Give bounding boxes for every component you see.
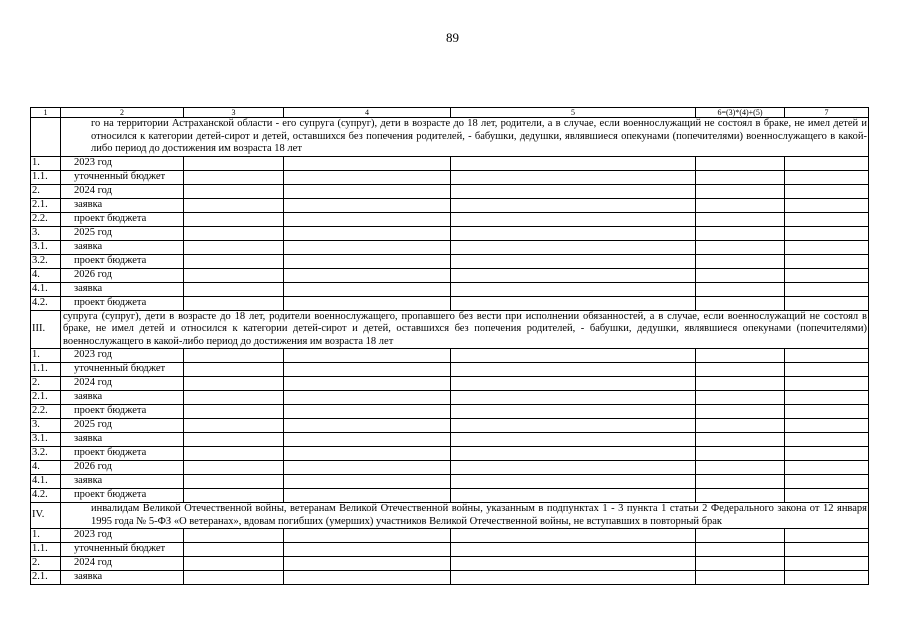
row-label: 2024 год: [61, 184, 184, 198]
row-number: 2.2.: [31, 212, 61, 226]
column-number: 3: [184, 108, 284, 118]
row-label: проект бюджета: [61, 447, 184, 461]
empty-cell: [451, 461, 696, 475]
empty-cell: [696, 282, 785, 296]
empty-cell: [451, 377, 696, 391]
row-label: заявка: [61, 391, 184, 405]
row-number: 3.2.: [31, 447, 61, 461]
empty-cell: [284, 349, 451, 363]
row-label: проект бюджета: [61, 296, 184, 310]
section-row: [31, 503, 869, 529]
empty-cell: [284, 419, 451, 433]
table-row: [31, 226, 869, 240]
empty-cell: [696, 405, 785, 419]
empty-cell: [284, 212, 451, 226]
empty-cell: [184, 184, 284, 198]
empty-cell: [451, 489, 696, 503]
empty-cell: [696, 268, 785, 282]
empty-cell: [785, 170, 869, 184]
empty-cell: [785, 433, 869, 447]
empty-cell: [451, 184, 696, 198]
column-number: 6=(3)*(4)+(5): [696, 108, 785, 118]
row-label: 2026 год: [61, 268, 184, 282]
empty-cell: [184, 296, 284, 310]
row-number: 3.: [31, 419, 61, 433]
table-row: [31, 447, 869, 461]
section-number: III.: [31, 310, 61, 349]
table-row: [31, 363, 869, 377]
empty-cell: [284, 363, 451, 377]
section-number: IV.: [31, 503, 61, 529]
empty-cell: [284, 198, 451, 212]
empty-cell: [184, 198, 284, 212]
row-label: уточненный бюджет: [61, 363, 184, 377]
row-label: уточненный бюджет: [61, 543, 184, 557]
empty-cell: [451, 391, 696, 405]
empty-cell: [785, 282, 869, 296]
empty-cell: [696, 156, 785, 170]
row-number: 1.: [31, 529, 61, 543]
row-label: заявка: [61, 282, 184, 296]
empty-cell: [696, 296, 785, 310]
empty-cell: [696, 419, 785, 433]
row-number: 1.1.: [31, 543, 61, 557]
row-label: 2024 год: [61, 377, 184, 391]
empty-cell: [184, 391, 284, 405]
row-number: 4.1.: [31, 475, 61, 489]
row-label: заявка: [61, 240, 184, 254]
row-number: 2.1.: [31, 571, 61, 585]
row-label: 2024 год: [61, 557, 184, 571]
empty-cell: [184, 461, 284, 475]
table-row: [31, 405, 869, 419]
empty-cell: [184, 571, 284, 585]
empty-cell: [451, 433, 696, 447]
empty-cell: [785, 349, 869, 363]
empty-cell: [451, 475, 696, 489]
row-label: 2025 год: [61, 226, 184, 240]
table-row: [31, 475, 869, 489]
empty-cell: [284, 282, 451, 296]
empty-cell: [785, 475, 869, 489]
empty-cell: [284, 475, 451, 489]
empty-cell: [785, 156, 869, 170]
empty-cell: [451, 419, 696, 433]
empty-cell: [785, 557, 869, 571]
empty-cell: [785, 377, 869, 391]
empty-cell: [451, 212, 696, 226]
empty-cell: [284, 461, 451, 475]
empty-cell: [785, 543, 869, 557]
column-number: 2: [61, 108, 184, 118]
empty-cell: [284, 226, 451, 240]
empty-cell: [451, 268, 696, 282]
empty-cell: [785, 240, 869, 254]
row-number: 2.: [31, 377, 61, 391]
empty-cell: [284, 254, 451, 268]
empty-cell: [184, 212, 284, 226]
empty-cell: [696, 433, 785, 447]
empty-cell: [184, 363, 284, 377]
empty-cell: [785, 419, 869, 433]
empty-cell: [451, 240, 696, 254]
empty-cell: [696, 475, 785, 489]
empty-cell: [785, 212, 869, 226]
table-row: [31, 198, 869, 212]
empty-cell: [785, 447, 869, 461]
table-row: [31, 254, 869, 268]
empty-cell: [696, 198, 785, 212]
empty-cell: [696, 212, 785, 226]
empty-cell: [696, 391, 785, 405]
empty-cell: [451, 254, 696, 268]
empty-cell: [284, 170, 451, 184]
row-number: 2.: [31, 184, 61, 198]
empty-cell: [284, 391, 451, 405]
empty-cell: [785, 226, 869, 240]
empty-cell: [284, 489, 451, 503]
empty-cell: [696, 349, 785, 363]
row-number: 4.1.: [31, 282, 61, 296]
empty-cell: [696, 377, 785, 391]
empty-cell: [696, 461, 785, 475]
table-row: [31, 489, 869, 503]
table-row: [31, 184, 869, 198]
row-number: 1.1.: [31, 363, 61, 377]
row-number: 4.2.: [31, 489, 61, 503]
table-row: [31, 461, 869, 475]
empty-cell: [785, 391, 869, 405]
row-label: 2026 год: [61, 461, 184, 475]
table-row: [31, 240, 869, 254]
empty-cell: [184, 543, 284, 557]
empty-cell: [184, 170, 284, 184]
empty-cell: [785, 461, 869, 475]
page-number: 89: [446, 30, 459, 45]
row-number: 3.2.: [31, 254, 61, 268]
empty-cell: [696, 529, 785, 543]
empty-cell: [284, 529, 451, 543]
row-label: заявка: [61, 475, 184, 489]
empty-cell: [696, 363, 785, 377]
table-row: [31, 391, 869, 405]
empty-cell: [184, 268, 284, 282]
table-row: [31, 156, 869, 170]
column-number-row: [31, 108, 869, 118]
section-row: [31, 118, 869, 157]
table-row: [31, 571, 869, 585]
row-number: 2.: [31, 557, 61, 571]
row-number: 1.1.: [31, 170, 61, 184]
empty-cell: [284, 571, 451, 585]
empty-cell: [284, 184, 451, 198]
row-number: 4.: [31, 268, 61, 282]
table-row: [31, 268, 869, 282]
row-label: заявка: [61, 433, 184, 447]
table-row: [31, 557, 869, 571]
empty-cell: [451, 226, 696, 240]
empty-cell: [184, 156, 284, 170]
column-number: 7: [785, 108, 869, 118]
column-number: 1: [31, 108, 61, 118]
empty-cell: [284, 268, 451, 282]
table-row: [31, 282, 869, 296]
row-label: проект бюджета: [61, 212, 184, 226]
empty-cell: [785, 489, 869, 503]
empty-cell: [785, 363, 869, 377]
empty-cell: [451, 571, 696, 585]
table-row: [31, 349, 869, 363]
row-number: 3.: [31, 226, 61, 240]
empty-cell: [785, 405, 869, 419]
empty-cell: [284, 240, 451, 254]
column-number: 5: [451, 108, 696, 118]
empty-cell: [184, 433, 284, 447]
empty-cell: [284, 543, 451, 557]
empty-cell: [184, 447, 284, 461]
empty-cell: [284, 447, 451, 461]
empty-cell: [451, 349, 696, 363]
table-row: [31, 529, 869, 543]
empty-cell: [451, 296, 696, 310]
table-row: [31, 296, 869, 310]
row-label: 2023 год: [61, 349, 184, 363]
empty-cell: [696, 571, 785, 585]
empty-cell: [696, 543, 785, 557]
empty-cell: [785, 529, 869, 543]
row-label: 2023 год: [61, 529, 184, 543]
row-number: 4.: [31, 461, 61, 475]
section-row: [31, 310, 869, 349]
row-label: проект бюджета: [61, 254, 184, 268]
empty-cell: [284, 156, 451, 170]
empty-cell: [785, 198, 869, 212]
row-number: 2.1.: [31, 391, 61, 405]
row-label: проект бюджета: [61, 405, 184, 419]
empty-cell: [184, 349, 284, 363]
empty-cell: [785, 571, 869, 585]
empty-cell: [451, 198, 696, 212]
empty-cell: [696, 254, 785, 268]
empty-cell: [284, 433, 451, 447]
empty-cell: [451, 363, 696, 377]
empty-cell: [696, 184, 785, 198]
table-row: [31, 433, 869, 447]
row-number: 1.: [31, 156, 61, 170]
row-label: 2025 год: [61, 419, 184, 433]
empty-cell: [696, 557, 785, 571]
empty-cell: [451, 282, 696, 296]
empty-cell: [785, 296, 869, 310]
column-number: 4: [284, 108, 451, 118]
empty-cell: [785, 184, 869, 198]
empty-cell: [184, 282, 284, 296]
empty-cell: [696, 447, 785, 461]
empty-cell: [184, 489, 284, 503]
empty-cell: [785, 268, 869, 282]
empty-cell: [451, 156, 696, 170]
empty-cell: [451, 447, 696, 461]
empty-cell: [184, 557, 284, 571]
empty-cell: [284, 377, 451, 391]
budget-table: [30, 107, 869, 585]
table-row: [31, 212, 869, 226]
section-description: супруга (супруг), дети в возрасте до 18 лет, родители военнослужащего, пропавшего без вести при исполнении обязанностей, а в случае, если военнослужащий не состоял в браке, не имел детей и относился к категории детей-сирот и детей, оставшихся без попечения родителей, - бабушки, дедушки, являвшиеся опекунами (попечителями) военнослужащего в какой-либо период до достижения им возраста 18 лет: [61, 310, 869, 349]
empty-cell: [184, 419, 284, 433]
empty-cell: [184, 405, 284, 419]
empty-cell: [451, 557, 696, 571]
empty-cell: [451, 543, 696, 557]
table-row: [31, 377, 869, 391]
row-number: 1.: [31, 349, 61, 363]
empty-cell: [184, 254, 284, 268]
table-row: [31, 419, 869, 433]
empty-cell: [284, 296, 451, 310]
row-number: 2.2.: [31, 405, 61, 419]
row-number: 3.1.: [31, 433, 61, 447]
table-row: [31, 543, 869, 557]
empty-cell: [696, 170, 785, 184]
empty-cell: [284, 405, 451, 419]
empty-cell: [451, 529, 696, 543]
section-number: [31, 118, 61, 157]
row-label: 2023 год: [61, 156, 184, 170]
empty-cell: [184, 529, 284, 543]
empty-cell: [184, 240, 284, 254]
row-number: 3.1.: [31, 240, 61, 254]
section-description: го на территории Астраханской области - его супруга (супруг), дети в возрасте до 18 лет, родители, а в случае, если военнослужащий не состоял в браке, не имел детей и относился к категории детей-сирот и детей, оставшихся без попечения родителей, - бабушки, дедушки, являвшиеся опекунами (попечителями) военнослужащего в какой-либо период до достижения им возраста 18 лет: [61, 118, 869, 157]
section-description: инвалидам Великой Отечественной войны, ветеранам Великой Отечественной войны, указанным в подпунктах 1 - 3 пункта 1 статьи 2 Федерального закона от 12 января 1995 года № 5-ФЗ «О ветеранах», вдовам погибших (умерших) участников Великой Отечественной войны, не вступавших в повторный брак: [61, 503, 869, 529]
row-label: заявка: [61, 198, 184, 212]
row-number: 4.2.: [31, 296, 61, 310]
empty-cell: [451, 170, 696, 184]
empty-cell: [184, 475, 284, 489]
empty-cell: [284, 557, 451, 571]
row-label: проект бюджета: [61, 489, 184, 503]
empty-cell: [696, 226, 785, 240]
row-label: заявка: [61, 571, 184, 585]
row-label: уточненный бюджет: [61, 170, 184, 184]
row-number: 2.1.: [31, 198, 61, 212]
empty-cell: [184, 226, 284, 240]
empty-cell: [785, 254, 869, 268]
table-row: [31, 170, 869, 184]
empty-cell: [451, 405, 696, 419]
empty-cell: [184, 377, 284, 391]
empty-cell: [696, 489, 785, 503]
empty-cell: [696, 240, 785, 254]
